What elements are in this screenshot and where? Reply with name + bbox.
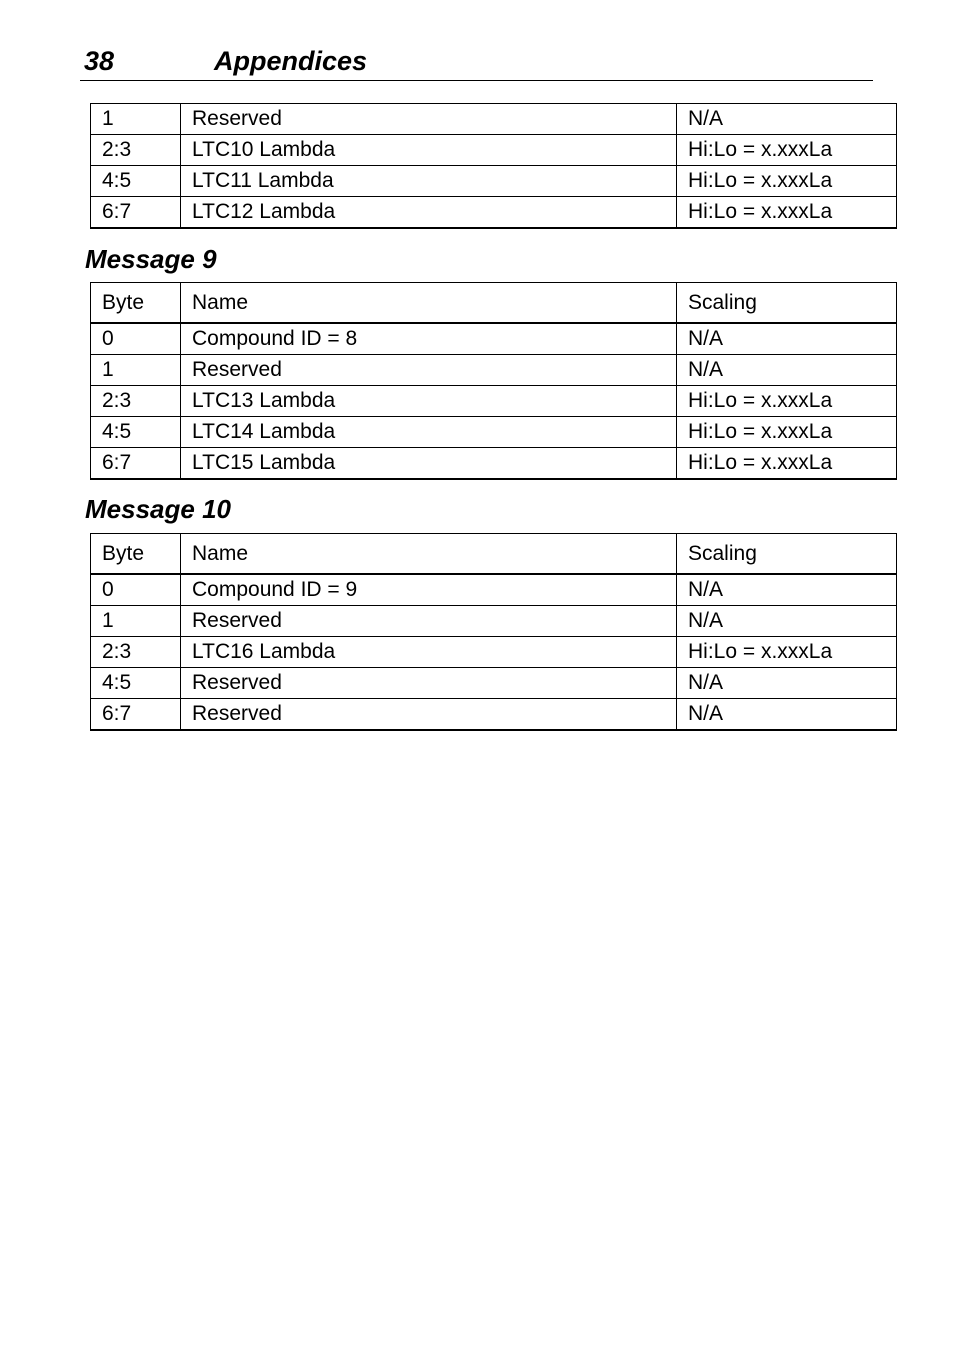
table-row	[91, 355, 897, 386]
table-row	[91, 448, 897, 480]
table-row	[91, 417, 897, 448]
byte-cell: 1	[91, 355, 181, 386]
table-row	[91, 323, 897, 355]
byte-cell: 2:3	[91, 637, 181, 668]
scaling-cell: Hi:Lo = x.xxxLa	[677, 448, 897, 480]
message-10-heading: Message 10	[85, 494, 231, 524]
byte-cell: 2:3	[91, 386, 181, 417]
name-cell: Reserved	[181, 699, 677, 731]
column-header-name: Name	[181, 534, 677, 575]
scaling-cell: N/A	[677, 699, 897, 731]
message-9-heading: Message 9	[85, 244, 217, 274]
table-row	[91, 135, 897, 166]
column-header-scaling: Scaling	[677, 534, 897, 575]
name-cell: LTC13 Lambda	[181, 386, 677, 417]
byte-cell: 1	[91, 606, 181, 637]
table-row	[91, 668, 897, 699]
byte-cell: 0	[91, 574, 181, 606]
table-row	[91, 197, 897, 229]
table-row	[91, 699, 897, 731]
table-header-row	[91, 283, 897, 324]
name-cell: Compound ID = 8	[181, 323, 677, 355]
byte-cell: 2:3	[91, 135, 181, 166]
scaling-cell: Hi:Lo = x.xxxLa	[677, 166, 897, 197]
name-cell: LTC15 Lambda	[181, 448, 677, 480]
table-row	[91, 166, 897, 197]
message-10-table	[90, 533, 897, 731]
name-cell: LTC16 Lambda	[181, 637, 677, 668]
table-row	[91, 574, 897, 606]
byte-cell: 6:7	[91, 448, 181, 480]
table-row	[91, 606, 897, 637]
scaling-cell: Hi:Lo = x.xxxLa	[677, 135, 897, 166]
scaling-cell: N/A	[677, 323, 897, 355]
table-header-row	[91, 534, 897, 575]
scaling-cell: N/A	[677, 606, 897, 637]
name-cell: Reserved	[181, 668, 677, 699]
column-header-byte: Byte	[91, 283, 181, 324]
scaling-cell: Hi:Lo = x.xxxLa	[677, 637, 897, 668]
name-cell: LTC10 Lambda	[181, 135, 677, 166]
name-cell: LTC11 Lambda	[181, 166, 677, 197]
byte-cell: 6:7	[91, 699, 181, 731]
byte-cell: 4:5	[91, 668, 181, 699]
message-9-table	[90, 282, 897, 480]
scaling-cell: N/A	[677, 574, 897, 606]
message-8-continued-table	[90, 103, 897, 229]
name-cell: LTC14 Lambda	[181, 417, 677, 448]
column-header-scaling: Scaling	[677, 283, 897, 324]
name-cell: Compound ID = 9	[181, 574, 677, 606]
table-row	[91, 386, 897, 417]
scaling-cell: Hi:Lo = x.xxxLa	[677, 386, 897, 417]
column-header-name: Name	[181, 283, 677, 324]
name-cell: Reserved	[181, 355, 677, 386]
byte-cell: 1	[91, 104, 181, 135]
scaling-cell: Hi:Lo = x.xxxLa	[677, 417, 897, 448]
byte-cell: 6:7	[91, 197, 181, 229]
table-row	[91, 104, 897, 135]
byte-cell: 0	[91, 323, 181, 355]
table-row	[91, 637, 897, 668]
byte-cell: 4:5	[91, 166, 181, 197]
scaling-cell: Hi:Lo = x.xxxLa	[677, 197, 897, 229]
name-cell: LTC12 Lambda	[181, 197, 677, 229]
page-header	[80, 44, 873, 81]
page-section-title: Appendices	[214, 46, 368, 76]
scaling-cell: N/A	[677, 355, 897, 386]
scaling-cell: N/A	[677, 668, 897, 699]
name-cell: Reserved	[181, 606, 677, 637]
byte-cell: 4:5	[91, 417, 181, 448]
column-header-byte: Byte	[91, 534, 181, 575]
page-number: 38	[84, 46, 115, 76]
scaling-cell: N/A	[677, 104, 897, 135]
name-cell: Reserved	[181, 104, 677, 135]
